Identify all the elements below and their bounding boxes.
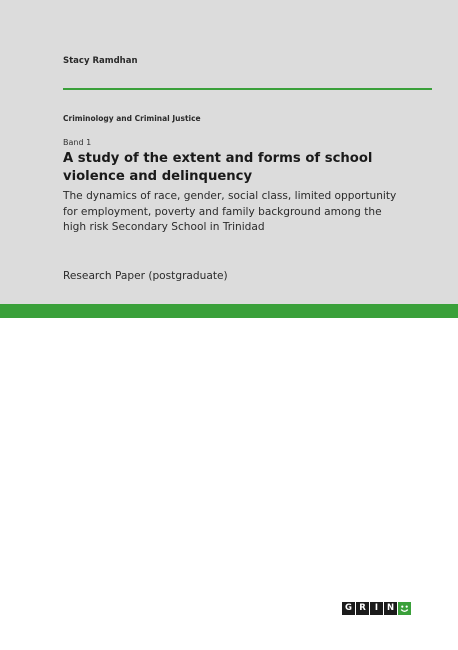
smiley-icon bbox=[398, 602, 411, 615]
book-subtitle: The dynamics of race, gender, social class, limited opportunity for employment, poverty and family background among the high risk Secondary School in Trinidad bbox=[63, 190, 397, 233]
green-accent-band bbox=[0, 304, 458, 318]
smiley-icon-graphic bbox=[398, 602, 411, 615]
volume-label: Band 1 bbox=[63, 138, 92, 147]
logo-letter-n: N bbox=[384, 602, 397, 615]
green-divider-rule bbox=[63, 88, 432, 90]
publisher-logo bbox=[342, 602, 411, 615]
series-name: Criminology and Criminal Justice bbox=[63, 114, 201, 123]
logo-letter-r: R bbox=[356, 602, 369, 615]
logo-letter-g: G bbox=[342, 602, 355, 615]
book-title: A study of the extent and forms of school violence and delinquency bbox=[63, 151, 373, 184]
document-type: Research Paper (postgraduate) bbox=[63, 270, 228, 282]
author-name: Stacy Ramdhan bbox=[63, 56, 138, 66]
cover-top-panel bbox=[0, 0, 458, 304]
logo-letter-i: I bbox=[370, 602, 383, 615]
